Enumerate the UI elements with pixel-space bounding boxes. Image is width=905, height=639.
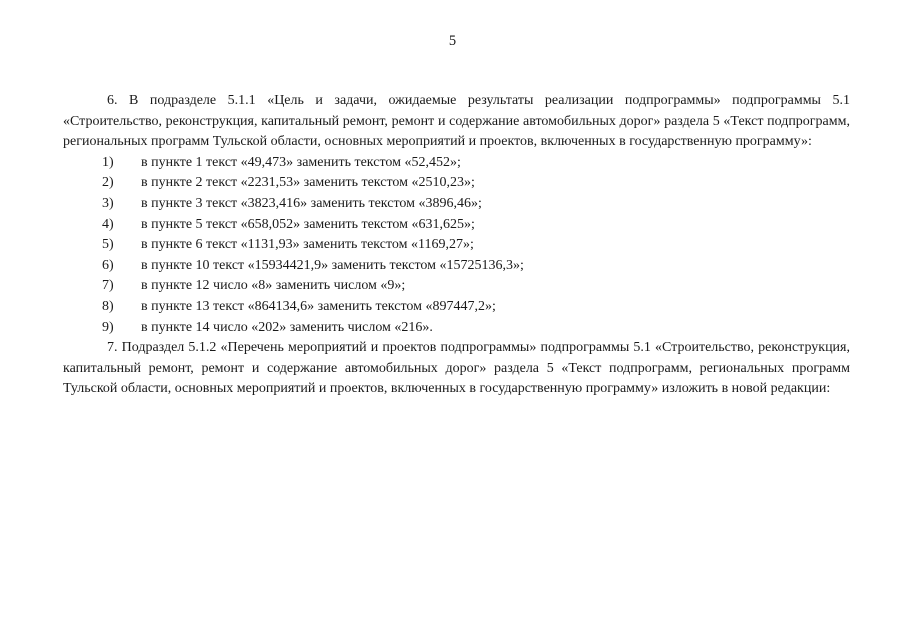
list-item: [63, 173, 850, 194]
list-item: [63, 276, 850, 297]
list-item-number: 7): [102, 278, 114, 294]
list-item-text: в пункте 14 число «202» заменить числом «216».: [141, 319, 433, 335]
list-item: [63, 256, 850, 277]
paragraph-6: 6. В подразделе 5.1.1 «Цель и задачи, ожидаемые результаты реализации подпрограммы» подпрограммы 5.1 «Строительство, реконструкция, капитальный ремонт, ремонт и содержание автомобильных дорог» раздела 5 «Текст подпрограмм, региональных программ Тульской области, основных мероприятий и проектов, включенных в государственную программу»:: [63, 93, 850, 150]
list-item-number: 6): [102, 257, 114, 273]
paragraph-7: 7. Подраздел 5.1.2 «Перечень мероприятий и проектов подпрограммы» подпрограммы 5.1 «Строительство, реконструкция, капитальный ремонт, ремонт и содержание автомобильных дорог» раздела 5 «Текст подпрограмм, региональных программ Тульской области, основных мероприятий и проектов, включенных в государственную программу» изложить в новой редакции:: [63, 340, 850, 397]
list-item-number: 1): [102, 154, 114, 170]
page-number: 5: [448, 33, 457, 49]
list-item-number: 8): [102, 298, 114, 314]
list-item: [63, 194, 850, 215]
list-item-number: 5): [102, 237, 114, 253]
list-item-text: в пункте 3 текст «3823,416» заменить текстом «3896,46»;: [141, 195, 482, 211]
list-item: [63, 153, 850, 174]
list-item-text: в пункте 5 текст «658,052» заменить текстом «631,625»;: [141, 216, 475, 232]
list-item-number: 9): [102, 319, 114, 335]
list-item: [63, 235, 850, 256]
list-item-text: в пункте 12 число «8» заменить числом «9»;: [141, 278, 406, 294]
document-body: [63, 91, 850, 400]
list-item: [63, 215, 850, 236]
list-item-text: в пункте 1 текст «49,473» заменить текстом «52,452»;: [141, 154, 461, 170]
list-item: [63, 318, 850, 339]
list-item: [63, 297, 850, 318]
list-item-number: 4): [102, 216, 114, 232]
list-item-number: 2): [102, 175, 114, 191]
list-item-text: в пункте 6 текст «1131,93» заменить текстом «1169,27»;: [141, 237, 474, 253]
list-item-number: 3): [102, 195, 114, 211]
amendment-list: [63, 153, 850, 338]
list-item-text: в пункте 13 текст «864134,6» заменить текстом «897447,2»;: [141, 298, 496, 314]
list-item-text: в пункте 2 текст «2231,53» заменить текстом «2510,23»;: [141, 175, 475, 191]
list-item-text: в пункте 10 текст «15934421,9» заменить текстом «15725136,3»;: [141, 257, 524, 273]
